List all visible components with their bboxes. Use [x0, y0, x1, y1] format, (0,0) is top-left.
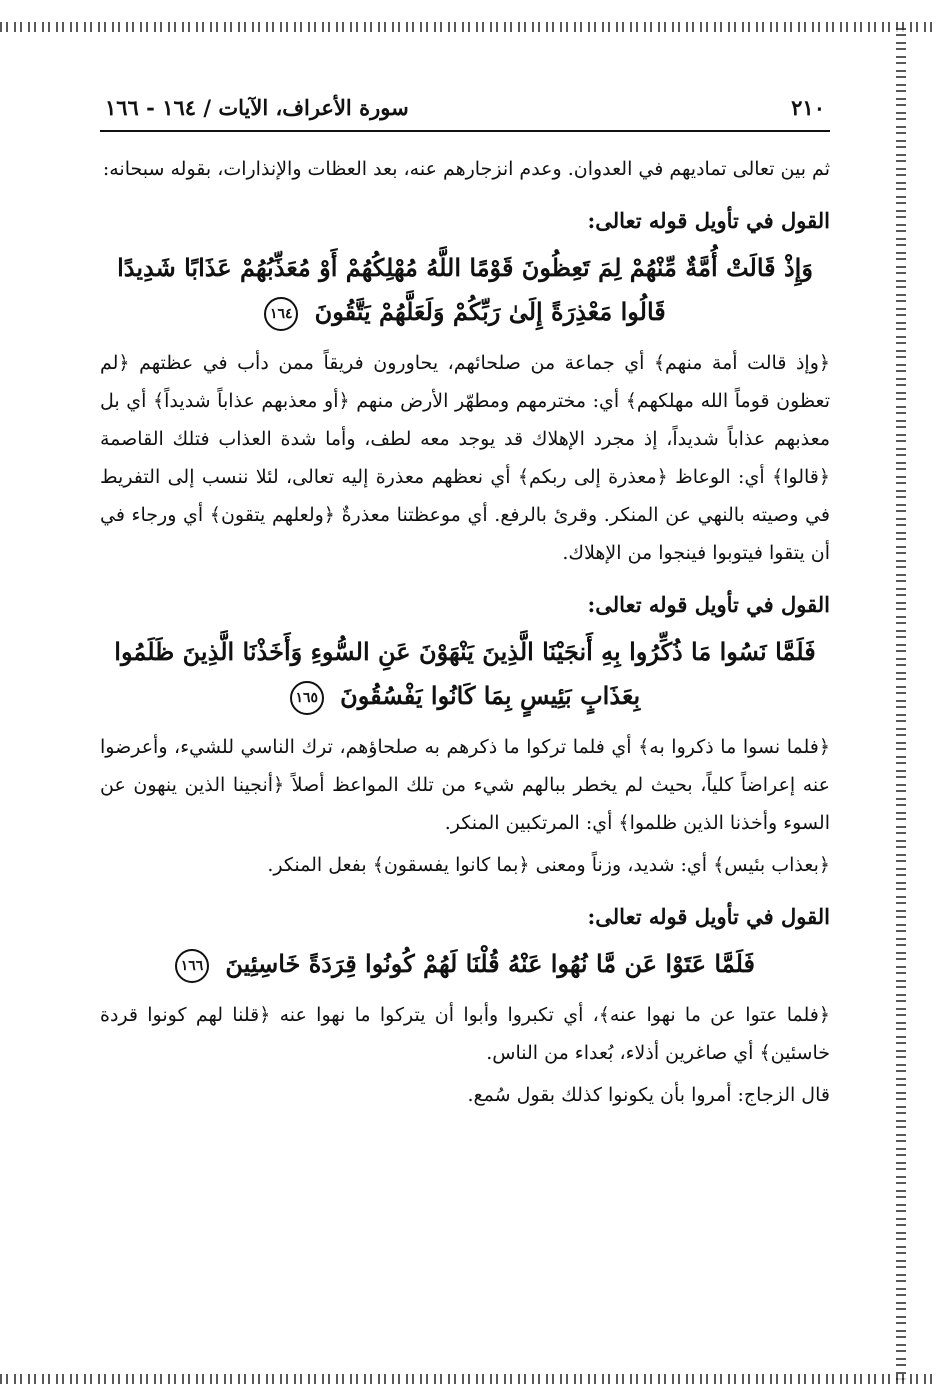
commentary-165b: ﴿بعذاب بئيس﴾ أي: شديد، وزناً ومعنى ﴿بما كانوا يفسقون﴾ بفعل المنكر.	[267, 854, 830, 876]
quran-verse-165	[100, 630, 830, 718]
commentary-164: ﴿وإذ قالت أمة منهم﴾ أي جماعة من صلحائهم، يحاورون فريقاً ممن دأب في عظتهم ﴿لم تعظون قوماً الله مهلكهم﴾ أي: مخترمهم ومطهّر الأرض منهم ﴿أو معذبهم عذاباً شديداً﴾ أي بل معذبهم عذاباً شديداً، إذ مجرد الإهلاك قد يوجد معه لطف، وأما شدة العذاب فتلك القاصمة ﴿قالوا﴾ أي: الوعاظ ﴿معذرة إلى ربكم﴾ أي نعظهم معذرة إليه تعالى، لئلا ننسب إلى التفريط في وصيته بالنهي عن المنكر. وقرئ بالرفع. أي موعظتنا معذرةٌ ﴿ولعلهم يتقون﴾ أي ورجاء في أن يتقوا فيتوبوا فينجوا من الإهلاك.	[100, 352, 830, 564]
quran-verse-164	[100, 246, 830, 334]
page-border-top	[0, 22, 938, 32]
commentary-165a: ﴿فلما نسوا ما ذكروا به﴾ أي فلما تركوا ما ذكرهم به صلحاؤهم، ترك الناسي للشيء، وأعرضوا عنه إعراضاً كلياً، بحيث لم يخطر ببالهم شيء من تلك المواعظ أصلاً ﴿أنجينا الذين ينهون عن السوء وأخذنا الذين ظلموا﴾ أي: المرتكبين المنكر.	[100, 736, 830, 834]
section-heading-164: القول في تأويل قوله تعالى:	[587, 208, 830, 233]
commentary-166: ﴿فلما عتوا عن ما نهوا عنه﴾، أي تكبروا وأبوا أن يتركوا ما نهوا عنه ﴿قلنا لهم كونوا قردة خاسئين﴾ أي صاغرين أذلاء، بُعداء من الناس.	[100, 1004, 830, 1064]
verse-text-165: فَلَمَّا نَسُوا مَا ذُكِّرُوا بِهِ أَنجَيْنَا الَّذِينَ يَنْهَوْنَ عَنِ السُّوءِ وَأَخَذْنَا الَّذِينَ ظَلَمُوا بِعَذَابٍ بَئِيسٍ بِمَا كَانُوا يَفْسُقُونَ	[114, 637, 816, 710]
verse-text-166: فَلَمَّا عَتَوْا عَن مَّا نُهُوا عَنْهُ قُلْنَا لَهُمْ كُونُوا قِرَدَةً خَاسِئِينَ	[225, 949, 756, 978]
quran-verse-166	[100, 942, 830, 986]
ayah-number-164: ١٦٤	[264, 297, 298, 331]
intro-paragraph: ثم بين تعالى تماديهم في العدوان. وعدم انزجارهم عنه، بعد العظات والإنذارات، بقوله سبحانه:	[102, 158, 830, 180]
header-divider	[100, 130, 830, 132]
page-body	[100, 150, 830, 1118]
section-heading-166: القول في تأويل قوله تعالى:	[587, 904, 830, 929]
page-border-bottom	[0, 1374, 938, 1384]
page-header	[105, 90, 825, 124]
page-number: ٢١٠	[791, 94, 825, 120]
zajjaj-quote: قال الزجاج: أمروا بأن يكونوا كذلك بقول سُمع.	[467, 1084, 830, 1106]
verse-text-164: وَإِذْ قَالَتْ أُمَّةٌ مِّنْهُمْ لِمَ تَعِظُونَ قَوْمًا اللَّهُ مُهْلِكُهُمْ أَوْ مُعَذِّبُهُمْ عَذَابًا شَدِيدًا قَالُوا مَعْذِرَةً إِلَىٰ رَبِّكُمْ وَلَعَلَّهُمْ يَتَّقُونَ	[117, 253, 813, 326]
ayah-number-165: ١٦٥	[290, 681, 324, 715]
page-border-right	[896, 28, 906, 1380]
section-heading-165: القول في تأويل قوله تعالى:	[587, 592, 830, 617]
running-title: سورة الأعراف، الآيات / ١٦٤ - ١٦٦	[105, 94, 409, 120]
ayah-number-166: ١٦٦	[175, 949, 209, 983]
